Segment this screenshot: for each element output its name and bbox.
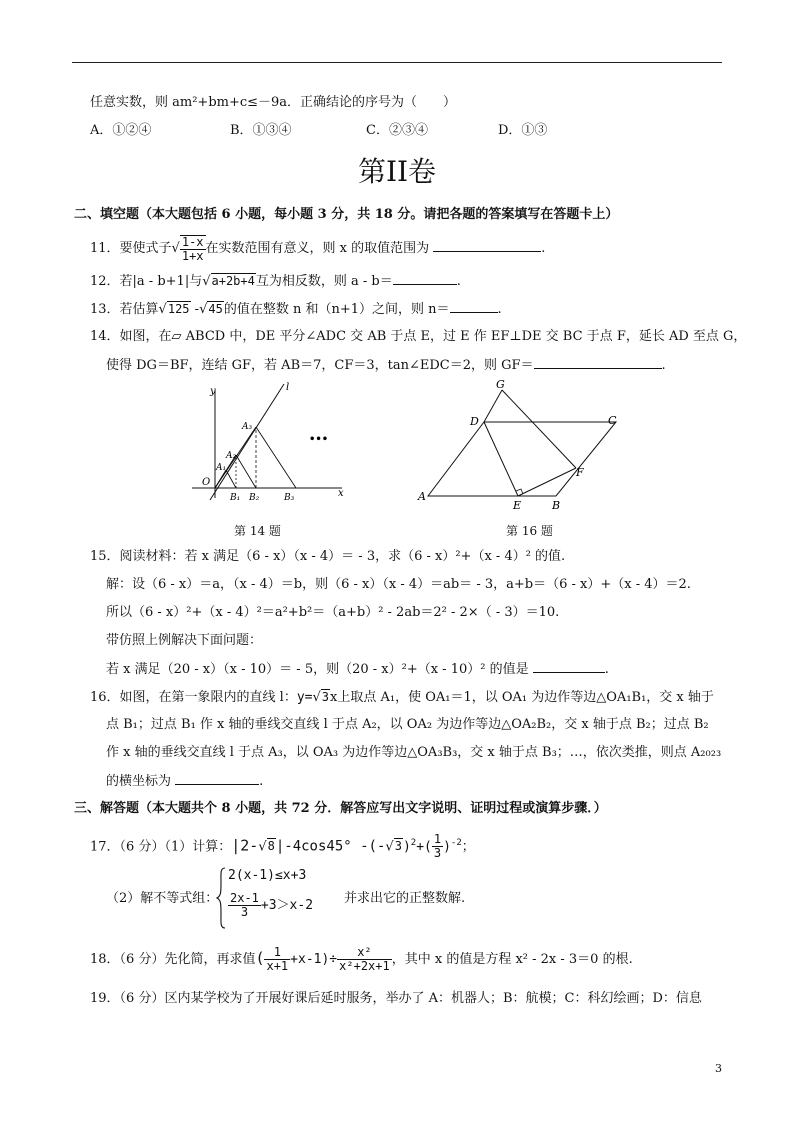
segment-a3b3 (256, 427, 296, 488)
question-14-line-2 (106, 356, 666, 375)
question-16-line-3: 作 x 轴的垂线交直线 l 于点 A₃，以 OA₃ 为边作等边△OA₃B₃，交 x 轴于点 B₃；…，依次类推，则点 A₂₀₂₃ (106, 745, 722, 760)
q17-expr-4: +( (416, 839, 432, 855)
option-a: A．①②④ (90, 123, 152, 138)
q17-ineq2-post: +3＞x-2 (260, 898, 314, 913)
q13-pre: 13．若估算 (90, 302, 159, 317)
q13-post: 的值在整数 n 和（n+1）之间，则 n＝ (223, 302, 450, 317)
sqrt-sign: √ (258, 839, 267, 855)
question-14-line-1: 14．如图，在▱ ABCD 中，DE 平分∠ADC 交 AB 于点 E，过 E 作 EF⊥DE 交 BC 于点 F，延长 AD 至点 G， (90, 329, 747, 344)
q18-open-paren: ( (255, 949, 265, 967)
label-f: F (576, 466, 584, 479)
q13-end: . (497, 302, 502, 317)
q17-radicand-8: 8 (267, 839, 275, 854)
q17-expr-3: ) (402, 839, 411, 855)
q11-pre: 11．要使式子 (90, 241, 172, 256)
parallelogram-abcd (428, 422, 616, 496)
q15-line5-text: 若 x 满足（20 - x）（x - 10）＝ - 5，则（20 - x）²+（x - 10）² 的值是 (106, 662, 529, 677)
continuation-dots: ••• (309, 434, 329, 445)
q17-inequality-system (216, 866, 340, 930)
q17-frac-num: 1 (433, 832, 442, 847)
q14-line2-text: 使得 DG＝BF，连结 GF，若 AB＝7，CF＝3，tan∠EDC＝2，则 GF＝ (106, 358, 534, 373)
q14-end: . (661, 358, 666, 373)
label-o: O (202, 477, 211, 488)
q16-answer-blank (175, 772, 259, 785)
figure-16-caption: 第 16 题 (506, 524, 553, 538)
q16-line4-text: 的横坐标为 (106, 774, 172, 789)
question-11 (90, 232, 545, 266)
q13-answer-blank (450, 300, 498, 313)
segment-gf (502, 390, 576, 468)
q12-radicand: a+2b+4 (211, 274, 255, 288)
q16-line1-pre: 16．如图，在第一象限内的直线 l： (90, 690, 297, 705)
q15-end: . (604, 662, 609, 677)
sqrt-sign: √ (171, 241, 180, 256)
figure-14 (192, 378, 362, 508)
label-g: G (496, 378, 505, 391)
line-l (210, 384, 284, 500)
q17-ineq2-den: 3 (240, 905, 249, 919)
question-15-line-5 (106, 660, 609, 679)
section3-header: 三、解答题（本大题共个 8 小题，共 72 分．解答应写出文字说明、证明过程或演算步骤．） (74, 801, 607, 816)
label-y: y (210, 386, 216, 397)
q11-num: 1-x (181, 234, 204, 249)
q16-eq: y= (296, 690, 313, 705)
q17-frac-den: 3 (433, 846, 442, 861)
q17-inequality-2 (228, 892, 313, 919)
q17-inequality-1: 2(x-1)≤x+3 (228, 868, 307, 883)
label-c: C (608, 414, 617, 427)
label-a1: A₁ (216, 463, 227, 473)
label-b: B (552, 499, 561, 512)
option-c: C．②③④ (366, 123, 428, 138)
q18-f2-den: x²+2x+1 (339, 959, 390, 973)
sqrt-sign: √ (202, 274, 211, 289)
label-d: D (470, 415, 479, 428)
question-16-line-2: 点 B₁；过点 B₁ 作 x 轴的垂线交直线 l 于点 A₂，以 OA₂ 为边作等边△OA₂B₂，交 x 轴于点 B₂；过点 B₂ (106, 717, 709, 732)
q17-semicolon: ； (461, 839, 475, 855)
q11-end: . (541, 241, 546, 256)
segment-dg (484, 390, 502, 422)
question-15-line-3: 所以（6 - x）²+（x - 4）²＝a²+b²＝（a+b）² - 2ab＝2² - 2×（ - 3）＝10. (106, 605, 560, 620)
q13-radicand-2: 45 (208, 302, 223, 316)
q17-radicand-3: 3 (394, 839, 402, 854)
question-13 (90, 300, 502, 319)
figure-14-caption: 第 14 题 (234, 524, 281, 538)
section2-header: 二、填空题（本大题包括 6 小题，每小题 3 分，共 18 分。请把各题的答案填写在答题卡上） (74, 207, 619, 222)
header-rule (72, 62, 722, 63)
q17-fraction (432, 833, 443, 860)
q12-answer-blank (393, 272, 457, 285)
question-19-line-1: 19．（6 分）区内某学校为了开展好课后延时服务，举办了 A：机器人；B：航模；C：科幻绘画；D：信息 (90, 991, 702, 1006)
q17-expr-5: ) (443, 839, 451, 855)
q16-line1-post: x上取点 A₁，使 OA₁＝1，以 OA₁ 为边作等边△OA₁B₁，交 x 轴于 (330, 690, 714, 705)
label-b2: B₂ (249, 493, 260, 503)
q17-ineq2-num: 2x-1 (230, 891, 259, 905)
q18-f1-num: 1 (264, 946, 290, 960)
q13-radicand-1: 125 (167, 302, 190, 316)
q15-answer-blank (533, 660, 605, 673)
segment-de (484, 422, 518, 496)
label-b3: B₃ (284, 493, 295, 503)
q13-minus: - (190, 302, 200, 317)
segment-a1b1 (226, 470, 236, 488)
label-l: l (286, 382, 290, 393)
q12-pre: 12．若|a - b+1|与 (90, 274, 203, 289)
question-17-part-1 (90, 828, 475, 862)
q17-square: 2 (410, 838, 417, 848)
label-x: x (338, 488, 344, 499)
question-15-line-1: 15．阅读材料：若 x 满足（6 - x）（x - 4）＝ - 3，求（6 - x）²+（x - 4）² 的值. (90, 549, 566, 564)
option-b: B．①③④ (230, 123, 292, 138)
left-brace-icon (216, 866, 226, 930)
label-a: A (418, 490, 426, 503)
label-b1: B₁ (230, 493, 241, 503)
sqrt-sign: √ (199, 302, 208, 317)
figure-16 (412, 378, 632, 518)
segment-a2b2 (236, 455, 256, 488)
volume-title: 第II卷 (357, 155, 437, 188)
question-15-line-4: 带仿照上例解决下面问题： (106, 633, 263, 648)
q16-radicand: 3 (321, 690, 330, 704)
label-e: E (513, 499, 522, 512)
label-a3: A₃ (242, 422, 253, 432)
page-number: 3 (715, 1062, 722, 1075)
q11-fraction (180, 235, 206, 263)
q17-part-2-label: （2）解不等式组： (106, 891, 219, 906)
q11-post: 在实数范围有意义，则 x 的取值范围为 (205, 241, 430, 256)
q17-expr-1: |2- (231, 836, 259, 855)
question-15-line-2: 解：设（6 - x）＝a，（x - 4）＝b，则（6 - x）（x - 4）＝ab＝ - 3，a+b＝（6 - x）+（x - 4）＝2. (106, 577, 691, 592)
q17-power: -2 (450, 838, 462, 848)
q18-f2-num: x² (337, 946, 392, 960)
label-a2: A₂ (226, 451, 237, 461)
q14-answer-blank (534, 356, 662, 369)
sqrt-sign: √ (312, 690, 321, 705)
q18-fraction-1 (264, 946, 290, 973)
q11-answer-blank (433, 239, 541, 252)
q18-mid: +x-1)÷ (290, 952, 338, 967)
prev-question-tail: 任意实数，则 am²+bm+c≤－9a．正确结论的序号为（ ） (90, 95, 457, 110)
q16-end: . (259, 774, 264, 789)
q18-pre: 18．（6 分）先化简，再求值 (90, 952, 256, 967)
sqrt-sign: √ (385, 839, 394, 855)
q12-post: 互为相反数，则 a - b＝ (255, 274, 393, 289)
question-16-line-4 (106, 772, 263, 791)
question-16-line-1 (90, 688, 714, 707)
q12-end: . (456, 274, 461, 289)
q17-expr-2: |-4cos45° -(- (275, 838, 386, 855)
question-12 (90, 272, 461, 291)
q17-pre: 17．（6 分）（1）计算： (90, 839, 232, 855)
q17-ineq2-fraction (228, 892, 261, 919)
sqrt-sign: √ (158, 302, 167, 317)
question-18 (90, 940, 633, 978)
q18-fraction-2 (337, 946, 392, 973)
q17-part-2-post: 并求出它的正整数解. (344, 891, 466, 906)
q18-post: ，其中 x 的值是方程 x² - 2x - 3＝0 的根. (391, 952, 633, 967)
q18-f1-den: x+1 (266, 959, 289, 973)
option-d: D．①③ (498, 123, 548, 138)
q11-den: 1+x (181, 248, 204, 263)
